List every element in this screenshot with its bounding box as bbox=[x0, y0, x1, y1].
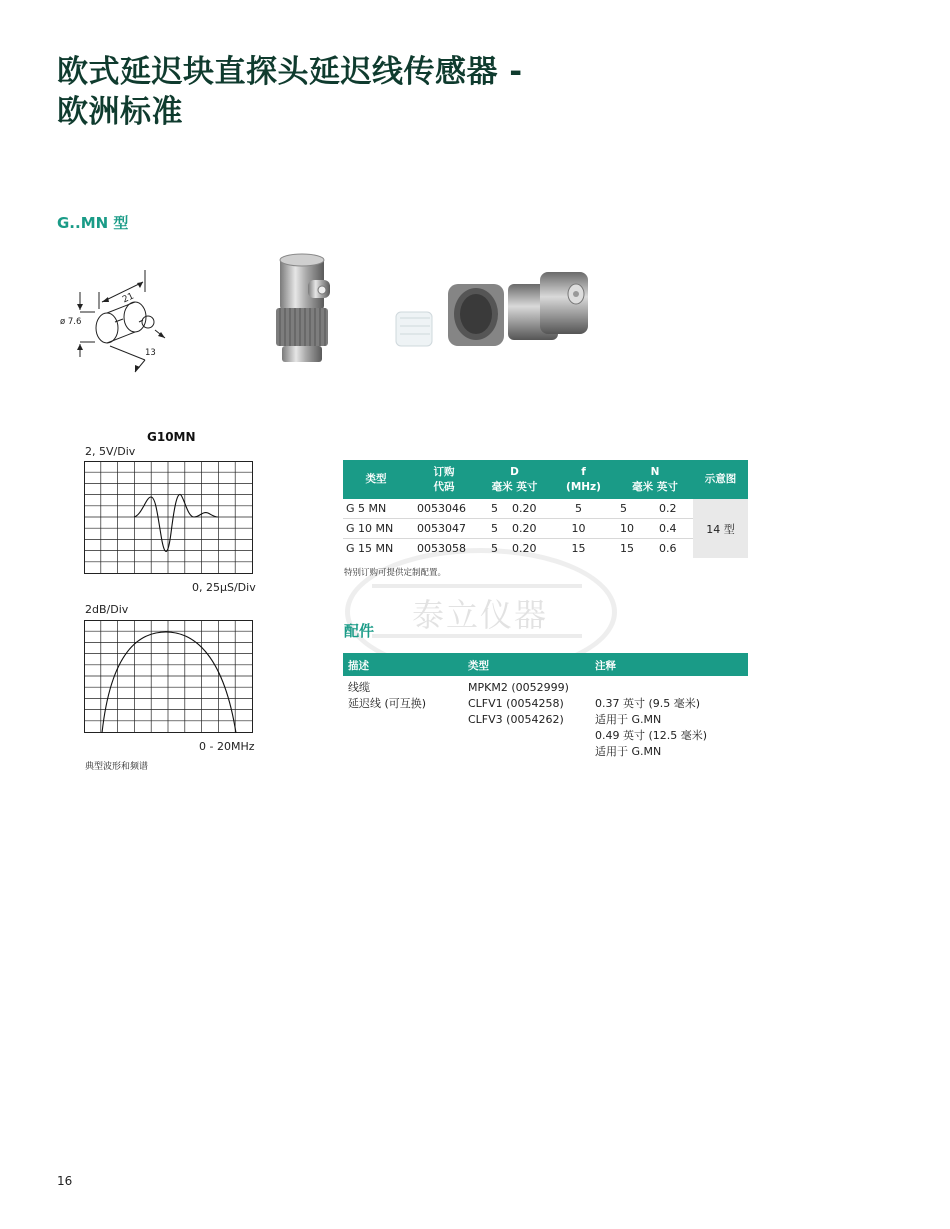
cell-d-in: 0.20 bbox=[512, 542, 537, 555]
cell-d-mm: 5 bbox=[479, 519, 510, 539]
cell-d-in: 0.20 bbox=[510, 519, 550, 539]
cell-code: 0053058 bbox=[417, 542, 466, 555]
cell-n-in: 0.6 bbox=[659, 542, 677, 555]
accessories-header-notes: 注释 bbox=[595, 660, 616, 672]
accessory-note: 适用于 G.MN bbox=[595, 745, 662, 758]
table-row bbox=[343, 539, 748, 559]
cell-type: G 15 MN bbox=[346, 542, 394, 555]
accessory-note: 0.37 英寸 (9.5 毫米) bbox=[595, 697, 701, 710]
cell-n-mm: 15 bbox=[620, 542, 634, 555]
accessory-type: CLFV1 (0054258) bbox=[468, 697, 564, 710]
page-title-line-1: 欧式延迟块直探头延迟线传感器 - bbox=[57, 54, 523, 90]
accessory-note: 适用于 G.MN bbox=[595, 713, 662, 726]
header-n-line-2: 毫米 英寸 bbox=[632, 480, 678, 493]
header-f bbox=[550, 460, 617, 499]
watermark-text: 泰立仪器 bbox=[412, 596, 549, 634]
accessories-title: 配件 bbox=[344, 622, 375, 640]
accessories-header-description: 描述 bbox=[348, 660, 369, 672]
table-row bbox=[343, 499, 748, 519]
spec-table bbox=[343, 460, 748, 558]
cell-code: 0053047 bbox=[409, 519, 479, 539]
cell-n-in: 0.4 bbox=[649, 519, 693, 539]
cell-f: 5 bbox=[550, 499, 617, 519]
waveform-y-label: 2, 5V/Div bbox=[85, 445, 136, 458]
header-n bbox=[617, 460, 693, 499]
header-order-code bbox=[409, 460, 479, 499]
section-subheading: G..MN 型 bbox=[57, 214, 129, 232]
spectrum-chart bbox=[84, 620, 254, 734]
dimension-length: 21 bbox=[121, 291, 136, 306]
transducer-exploded-photo bbox=[390, 262, 600, 357]
header-f-line-2: (MHz) bbox=[566, 480, 601, 493]
page-title-line-2: 欧洲标准 bbox=[57, 94, 183, 130]
cell-type: G 10 MN bbox=[343, 519, 409, 539]
accessory-note: 0.49 英寸 (12.5 毫米) bbox=[595, 729, 708, 742]
header-order-code-line-1: 订购 bbox=[433, 465, 455, 478]
dimension-drawing bbox=[55, 262, 185, 377]
header-d-line-1: D bbox=[510, 465, 519, 478]
cell-f: 15 bbox=[571, 542, 586, 555]
transducer-photo bbox=[270, 250, 340, 368]
accessories-header-type: 类型 bbox=[468, 660, 489, 672]
accessory-type: MPKM2 (0052999) bbox=[468, 681, 569, 694]
chart-caption: 典型波形和频谱 bbox=[85, 762, 149, 772]
accessory-description: 延迟线 (可互换) bbox=[348, 697, 427, 710]
page-title bbox=[57, 52, 523, 132]
waveform-x-label: 0, 25µS/Div bbox=[192, 581, 256, 594]
accessory-description: 线缆 bbox=[348, 681, 370, 694]
cell-type: G 5 MN bbox=[343, 499, 409, 519]
cell-d-mm: 5 bbox=[479, 499, 510, 519]
header-diagram: 示意图 bbox=[693, 460, 748, 499]
header-n-line-1: N bbox=[650, 465, 660, 478]
cell-n-in: 0.2 bbox=[649, 499, 693, 519]
cell-d-in: 0.20 bbox=[510, 499, 550, 519]
accessories-header bbox=[343, 653, 748, 676]
cell-diagram: 14 型 bbox=[693, 499, 748, 558]
header-d bbox=[479, 460, 550, 499]
cell-f: 10 bbox=[550, 519, 617, 539]
spectrum-y-label: 2dB/Div bbox=[85, 603, 129, 616]
cell-d-mm: 5 bbox=[491, 542, 498, 555]
watermark-line-top bbox=[372, 584, 582, 588]
header-f-line-1: f bbox=[581, 465, 586, 478]
cell-n-mm: 10 bbox=[617, 519, 649, 539]
page-number: 16 bbox=[57, 1174, 73, 1188]
dimension-diameter: ø 7.6 bbox=[60, 317, 82, 327]
header-order-code-line-2: 代码 bbox=[433, 480, 455, 493]
header-d-line-2: 毫米 英寸 bbox=[491, 480, 538, 493]
accessory-type: CLFV3 (0054262) bbox=[468, 713, 564, 726]
spec-table-header-row bbox=[343, 460, 748, 499]
header-type: 类型 bbox=[343, 460, 409, 499]
cell-n-mm: 5 bbox=[617, 499, 649, 519]
cell-code: 0053046 bbox=[409, 499, 479, 519]
chart-title: G10MN bbox=[147, 430, 196, 444]
spectrum-x-label: 0 - 20MHz bbox=[199, 740, 255, 753]
waveform-chart bbox=[84, 461, 254, 575]
custom-order-note: 特别订购可提供定制配置。 bbox=[344, 568, 447, 578]
dimension-height: 13 bbox=[145, 348, 156, 358]
table-row bbox=[343, 519, 748, 539]
